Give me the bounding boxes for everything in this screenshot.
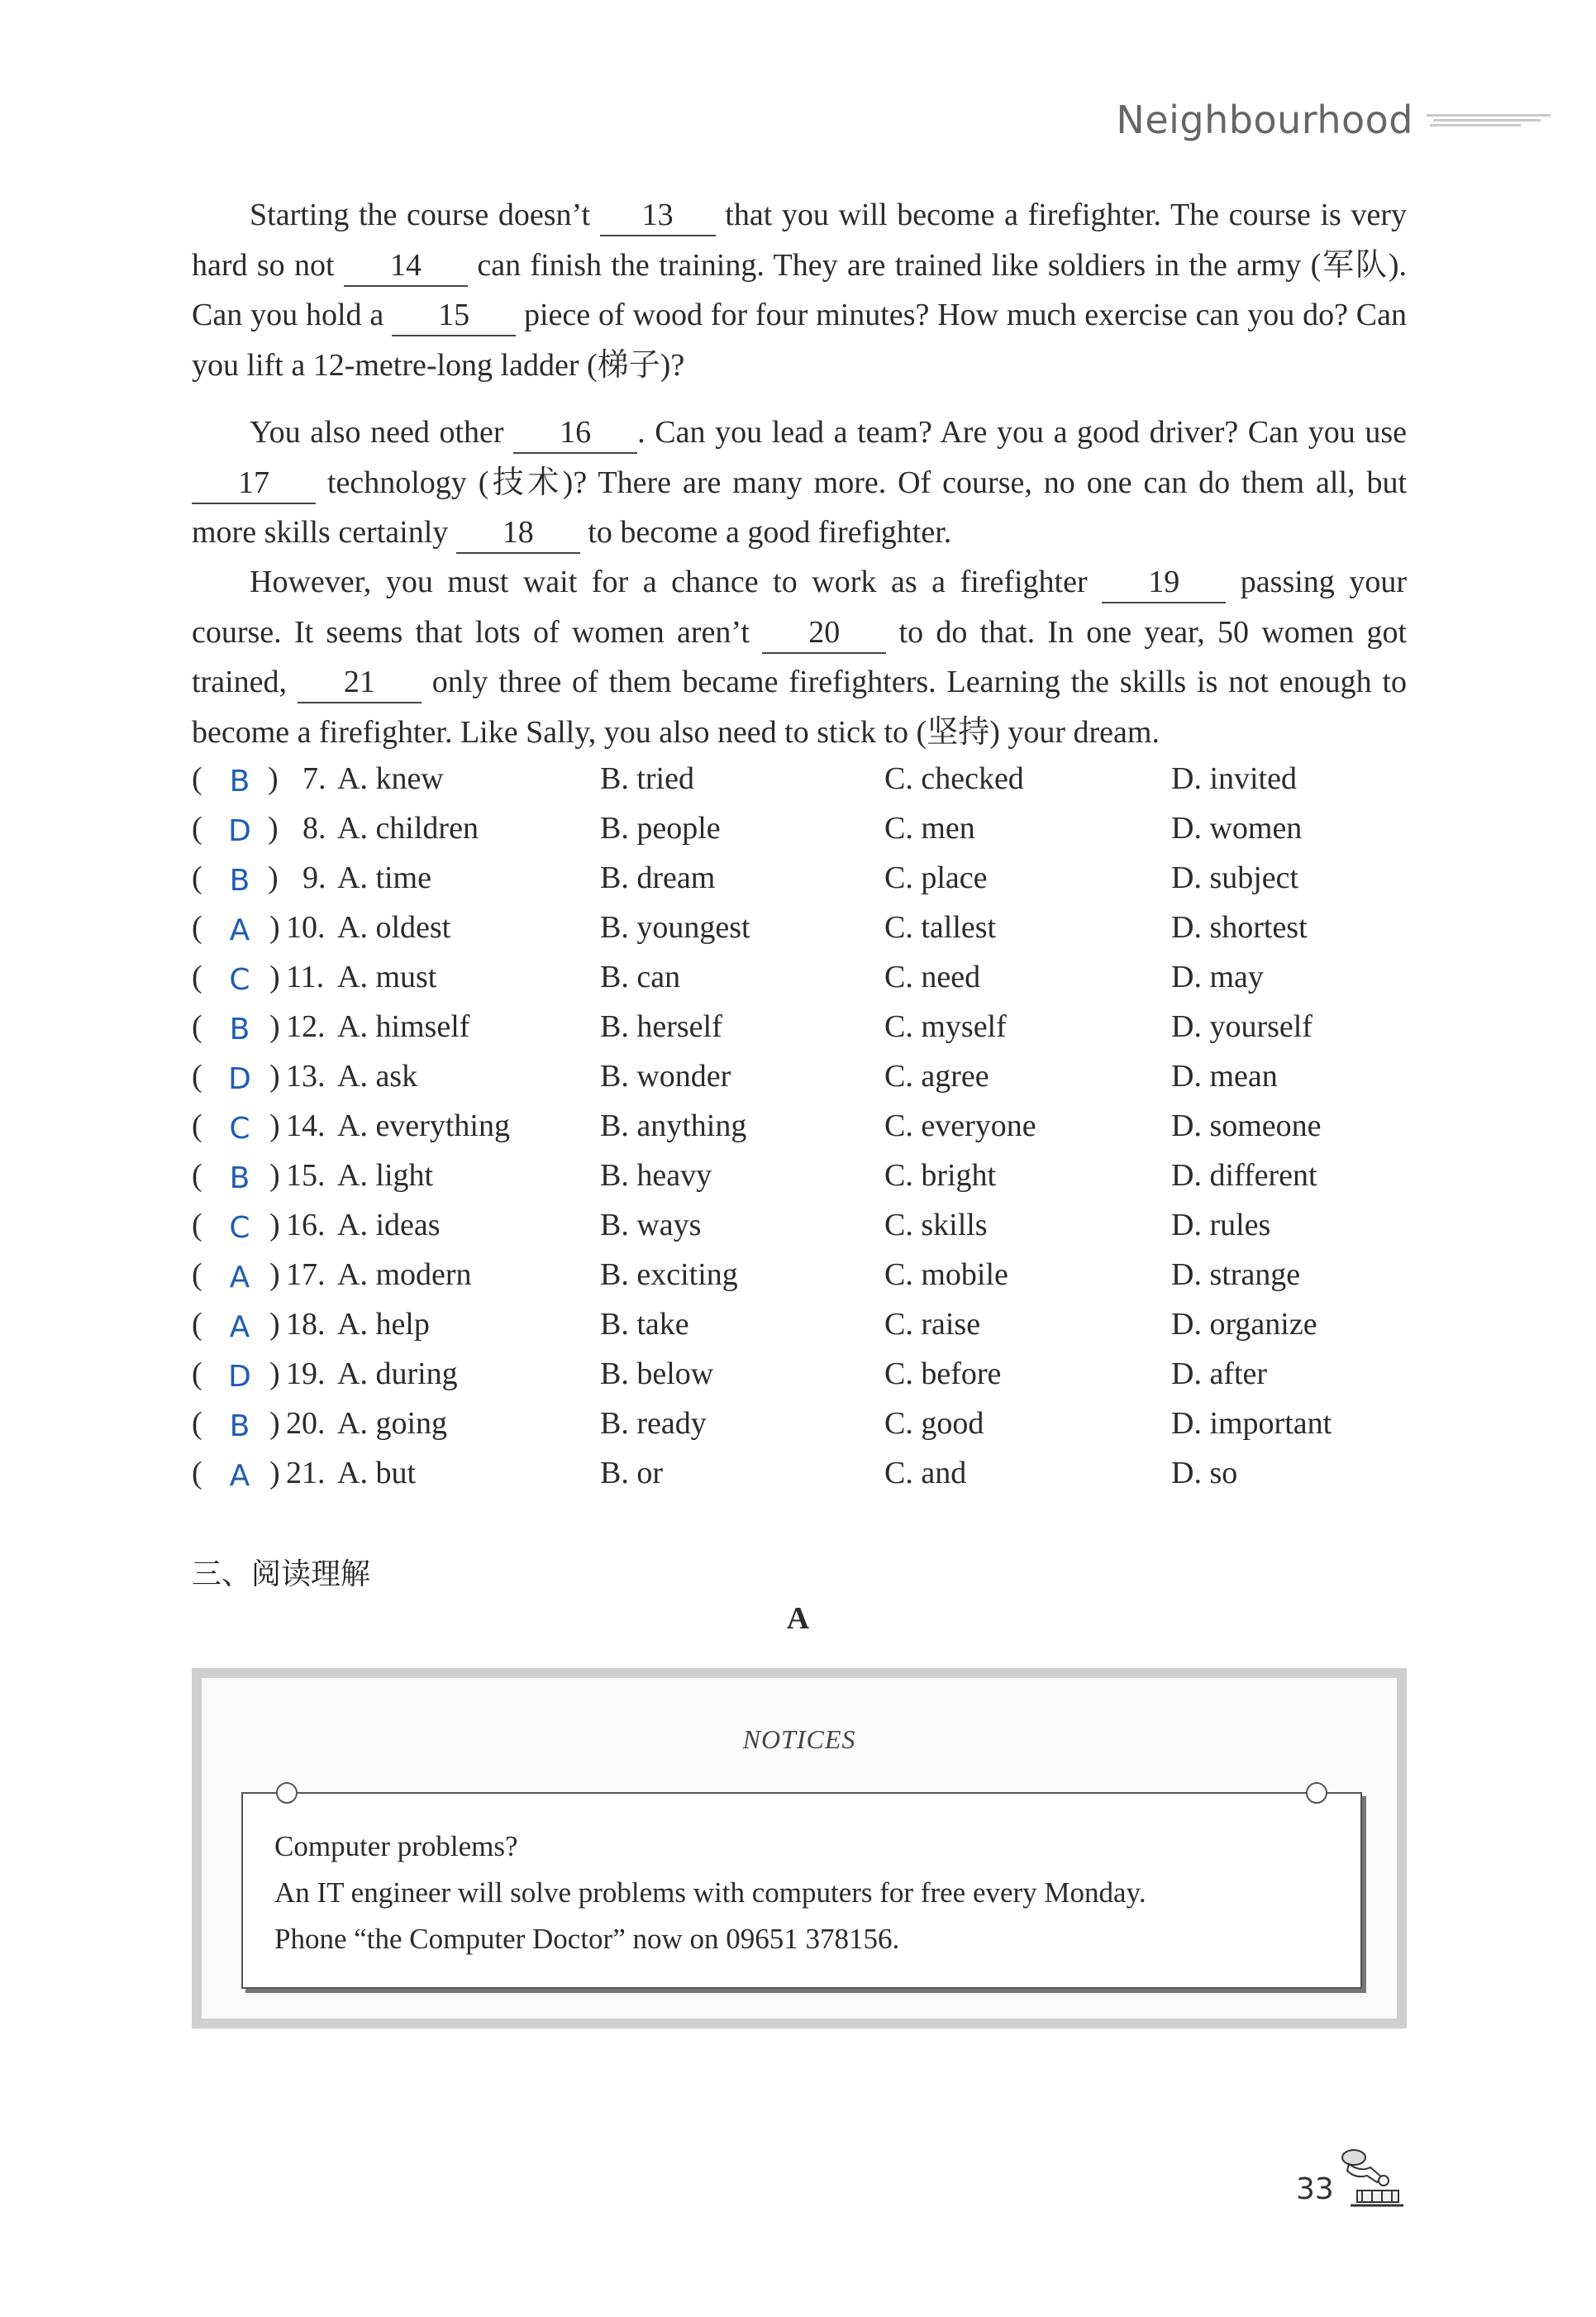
answer-letter: A — [229, 1310, 250, 1344]
paren-open: ( — [192, 1257, 202, 1292]
option-c: C. good — [884, 1406, 984, 1441]
option-d: D. shortest — [1171, 910, 1308, 945]
paren-close: ) — [269, 1059, 280, 1094]
pin-right-icon — [1306, 1782, 1327, 1804]
option-d: D. subject — [1171, 861, 1299, 895]
question-number: 12. — [286, 1009, 326, 1044]
question-number: 13. — [286, 1059, 326, 1094]
paren-close: ) — [269, 1406, 280, 1441]
question-row — [192, 803, 1407, 853]
passage-text: However, you must wait for a chance to work as a firefighter — [250, 565, 1088, 599]
answer-letter: A — [229, 913, 250, 947]
blank-15: 15 — [392, 295, 516, 336]
question-number: 10. — [286, 910, 326, 945]
option-c: C. bright — [884, 1158, 997, 1193]
notice-line: Phone “the Computer Doctor” now on 09651 378156. — [274, 1923, 900, 1955]
paren-close: ) — [269, 1456, 280, 1490]
mascot-icon — [1332, 2139, 1407, 2214]
paren-open: ( — [192, 960, 202, 994]
blank-13: 13 — [600, 195, 716, 236]
paren-open: ( — [192, 1307, 202, 1342]
answer-letter: C — [229, 1112, 250, 1146]
option-c: C. tallest — [884, 910, 997, 945]
paren-close: ) — [269, 910, 280, 945]
paren-close: ) — [268, 761, 279, 796]
option-d: D. rules — [1171, 1208, 1271, 1242]
blank-21: 21 — [298, 662, 422, 703]
header-title: Neighbourhood — [1116, 98, 1413, 142]
passage-text: only three of them became firefighters. Learning the skills is not enough to become a firefighter. Like Sally, you also need to stick to (坚持) your dream. — [192, 665, 1408, 750]
passage-text: You also need other — [250, 415, 504, 450]
option-d: D. so — [1171, 1456, 1238, 1490]
option-c: C. mobile — [884, 1257, 1008, 1292]
option-a: A. must — [337, 960, 437, 994]
blank-19: 19 — [1102, 562, 1226, 603]
passage-text: . Can you lead a team? Are you a good driver? Can you use — [637, 415, 1408, 450]
option-d: D. after — [1171, 1356, 1268, 1391]
question-number: 21. — [286, 1456, 326, 1490]
answer-letter: C — [229, 963, 250, 997]
paren-open: ( — [192, 1059, 202, 1094]
passage-paragraph-3 — [192, 557, 1407, 757]
passage-text: passing your course. It seems that lots of women aren’t — [192, 565, 1408, 650]
question-number: 20. — [286, 1406, 326, 1441]
question-row — [192, 1051, 1407, 1101]
question-row — [192, 1399, 1407, 1448]
paren-close: ) — [269, 1158, 280, 1193]
answer-letter: B — [229, 1161, 250, 1195]
option-c: C. and — [884, 1456, 967, 1490]
blank-17: 17 — [192, 463, 316, 504]
question-number: 7. — [303, 761, 326, 796]
passage-text: that you will become a firefighter. The course is very hard so not — [192, 198, 1407, 283]
blank-20: 20 — [762, 613, 886, 654]
question-number: 9. — [303, 861, 326, 895]
paren-close: ) — [269, 1257, 280, 1292]
option-a: A. light — [337, 1158, 434, 1193]
answer-letter: B — [229, 765, 250, 799]
answer-letter: A — [229, 1261, 250, 1294]
option-a: A. ask — [337, 1059, 418, 1094]
option-c: C. skills — [884, 1208, 988, 1242]
paren-close: ) — [269, 960, 280, 994]
option-d: D. important — [1171, 1406, 1332, 1441]
notice-board-inner — [202, 1678, 1397, 2019]
question-row — [192, 903, 1407, 952]
option-c: C. everyone — [884, 1108, 1036, 1143]
passage-text: Starting the course doesn’t — [250, 198, 591, 232]
option-c: C. need — [884, 960, 981, 994]
notice-title: NOTICES — [742, 1724, 856, 1754]
option-b: B. can — [600, 960, 681, 994]
page-header — [1116, 98, 1559, 142]
option-b: B. ways — [600, 1208, 702, 1242]
question-number: 14. — [286, 1108, 326, 1143]
paren-open: ( — [192, 1158, 202, 1193]
paren-close: ) — [269, 1108, 280, 1143]
paren-open: ( — [192, 1406, 202, 1441]
question-row — [192, 1299, 1407, 1349]
option-b: B. take — [600, 1307, 689, 1342]
option-b: B. ready — [600, 1406, 707, 1441]
option-b: B. below — [600, 1356, 714, 1391]
option-a: A. help — [337, 1307, 430, 1342]
question-row — [192, 1200, 1407, 1250]
paren-open: ( — [192, 861, 202, 895]
option-a: A. ideas — [337, 1208, 441, 1242]
option-b: B. tried — [600, 761, 694, 796]
pin-left-icon — [276, 1782, 298, 1804]
question-row — [192, 1101, 1407, 1151]
paren-open: ( — [192, 910, 202, 945]
answer-letter: B — [229, 1409, 250, 1443]
question-row — [192, 1448, 1407, 1498]
option-c: C. checked — [884, 761, 1024, 796]
passage-text: to become a good firefighter. — [588, 515, 952, 550]
option-c: C. before — [884, 1356, 1002, 1391]
question-number: 17. — [286, 1257, 326, 1292]
option-d: D. women — [1171, 811, 1303, 846]
option-c: C. raise — [884, 1307, 981, 1342]
passage-letter: A — [786, 1601, 810, 1636]
question-row — [192, 1151, 1407, 1200]
passage-paragraph-1 — [192, 190, 1407, 390]
paren-close: ) — [269, 1208, 280, 1242]
paren-close: ) — [268, 811, 279, 846]
option-b: B. exciting — [600, 1257, 738, 1292]
option-d: D. organize — [1171, 1307, 1317, 1342]
answer-letter: A — [229, 1459, 250, 1493]
paren-open: ( — [192, 1456, 202, 1490]
blank-18: 18 — [456, 513, 580, 554]
option-b: B. anything — [600, 1108, 747, 1143]
passage-text: to do that. In one year, 50 women got trained, — [192, 614, 1408, 699]
answer-letter: B — [229, 864, 250, 898]
option-a: A. going — [337, 1406, 447, 1441]
notice-card — [241, 1792, 1362, 1989]
question-row — [192, 754, 1407, 803]
option-b: B. or — [600, 1456, 663, 1490]
question-row — [192, 1349, 1407, 1399]
option-d: D. strange — [1171, 1257, 1301, 1292]
option-c: C. place — [884, 861, 988, 895]
section-heading: 三、阅读理解 — [192, 1557, 371, 1591]
option-a: A. time — [337, 861, 431, 895]
question-row — [192, 952, 1407, 1002]
answer-letter: B — [229, 1013, 250, 1046]
question-row — [192, 1002, 1407, 1051]
option-a: A. oldest — [337, 910, 451, 945]
question-number: 8. — [303, 811, 326, 846]
question-number: 15. — [286, 1158, 326, 1193]
question-number: 16. — [286, 1208, 326, 1242]
blank-16: 16 — [513, 412, 637, 454]
passage-paragraph-2 — [192, 408, 1407, 558]
paren-open: ( — [192, 1356, 202, 1391]
option-d: D. may — [1171, 960, 1264, 994]
paren-open: ( — [192, 811, 202, 846]
answer-letter: D — [228, 1360, 251, 1394]
option-d: D. someone — [1171, 1108, 1322, 1143]
option-a: A. himself — [337, 1009, 470, 1044]
option-b: B. heavy — [600, 1158, 712, 1193]
paren-close: ) — [268, 861, 279, 895]
option-b: B. people — [600, 811, 721, 846]
paren-open: ( — [192, 1009, 202, 1044]
option-a: A. modern — [337, 1257, 472, 1292]
paren-open: ( — [192, 761, 202, 796]
notice-line: Computer problems? — [274, 1830, 518, 1862]
option-a: A. children — [337, 811, 479, 846]
question-number: 18. — [286, 1307, 326, 1342]
paren-close: ) — [269, 1356, 280, 1391]
notice-line: An IT engineer will solve problems with computers for free every Monday. — [274, 1876, 1146, 1909]
paren-open: ( — [192, 1208, 202, 1242]
option-b: B. wonder — [600, 1059, 731, 1094]
option-d: D. different — [1171, 1158, 1317, 1193]
option-d: D. invited — [1171, 761, 1297, 796]
passage-text: piece of wood for four minutes? How much exercise can you do? Can you lift a 12-metre-long ladder (梯子)? — [192, 298, 1408, 383]
option-c: C. agree — [884, 1059, 989, 1094]
question-number: 19. — [286, 1356, 326, 1391]
option-d: D. mean — [1171, 1059, 1278, 1094]
paren-close: ) — [269, 1009, 280, 1044]
option-b: B. herself — [600, 1009, 722, 1044]
page-number: 33 — [1296, 2172, 1334, 2206]
answer-letter: C — [229, 1211, 250, 1245]
answer-letter: D — [228, 814, 251, 848]
option-c: C. myself — [884, 1009, 1007, 1044]
paren-close: ) — [269, 1307, 280, 1342]
question-number: 11. — [286, 960, 325, 994]
blank-14: 14 — [344, 246, 468, 287]
option-b: B. dream — [600, 861, 716, 895]
option-a: A. everything — [337, 1108, 510, 1143]
option-b: B. youngest — [600, 910, 750, 945]
option-a: A. knew — [337, 761, 444, 796]
option-c: C. men — [884, 811, 975, 846]
notice-board — [192, 1668, 1407, 2029]
passage-text: can finish the training. They are trained like soldiers in the army (军队). Can you hold a — [192, 247, 1408, 332]
passage-text: technology (技术)? There are many more. Of course, no one can do them all, but more skills certainly — [192, 465, 1408, 550]
answer-letter: D — [228, 1062, 251, 1096]
paren-open: ( — [192, 1108, 202, 1143]
option-a: A. but — [337, 1456, 416, 1490]
header-decoration-lines — [1427, 109, 1559, 131]
question-row — [192, 853, 1407, 903]
option-d: D. yourself — [1171, 1009, 1313, 1044]
option-a: A. during — [337, 1356, 458, 1391]
question-row — [192, 1250, 1407, 1299]
